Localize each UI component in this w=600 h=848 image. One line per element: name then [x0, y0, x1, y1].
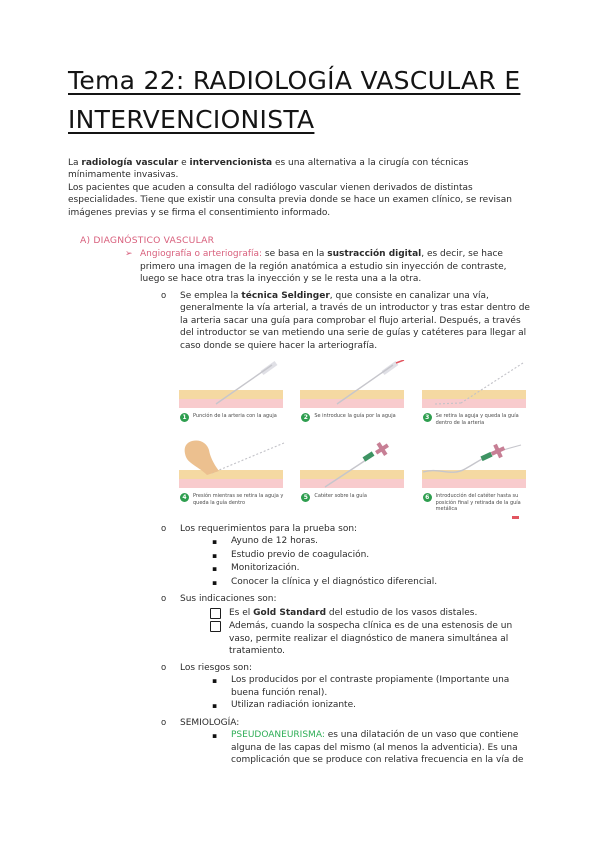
list-item-indication-2: [210, 620, 534, 658]
list-item-risks: [160, 662, 534, 675]
circle-bullet-icon: o: [161, 662, 167, 673]
catheter-connector-icon: [363, 451, 375, 461]
list-item-text: Sus indicaciones son:: [180, 594, 277, 604]
list-item-text: Los requerimientos para la prueba son:: [180, 523, 358, 534]
bold-text: Gold Standard: [253, 607, 327, 618]
step-number-badge: 3: [423, 413, 432, 422]
finger-compression-illustration: [176, 440, 290, 490]
catheter-over-wire-illustration: [297, 440, 411, 490]
text-segment: Se emplea la: [180, 290, 242, 301]
text-segment: , es decir, se hace primero una imagen de la región anatómica a estudio sin inyección de contraste, luego se hace otra tras la inyección y se le resta una a la otra.: [140, 249, 507, 284]
red-mark: [512, 516, 519, 519]
arrow-bullet-icon: ➢: [125, 249, 133, 259]
list-item-text: Además, cuando la sospecha clínica es de una estenosis de un vaso, permite realizar el diagnóstico de manera simultánea al tratamiento.: [229, 621, 513, 656]
square-bullet-icon: ▪: [212, 550, 218, 560]
square-bullet-icon: ▪: [212, 564, 218, 573]
needle-puncture-illustration: [176, 360, 290, 410]
bold-text: técnica Seldinger: [241, 290, 330, 301]
step-caption: Catéter sobre la guía: [314, 493, 367, 499]
square-bullet-icon: ▪: [212, 537, 218, 546]
skin-layer: [179, 470, 283, 479]
list-item-pseudoaneurisma: [210, 729, 534, 767]
skin-layer: [300, 390, 404, 399]
catheter-hub-icon: [488, 442, 507, 461]
step-caption: Introducción del catéter hasta su posición final y retirada de la guía metálica: [435, 493, 521, 512]
guidewire-icon: [503, 445, 521, 450]
needle-removed-illustration: [419, 360, 533, 410]
list-item-requirement-3: [210, 562, 534, 576]
step-caption: Se retira la aguja y queda la guía dentro de la arteria: [435, 413, 519, 426]
finger-icon: [185, 440, 219, 475]
list-item-text: [180, 290, 534, 353]
vessel-layer: [179, 479, 283, 488]
vessel-layer: [422, 479, 526, 488]
list-item-text: Utilizan radiación ionizante.: [231, 700, 356, 710]
list-item-requirement-4: [210, 576, 534, 590]
figure-panel-4: [176, 440, 290, 513]
list-item-text: SEMIOLOGÍA:: [180, 717, 240, 728]
step-number-badge: 4: [180, 493, 189, 502]
step-number-badge: 2: [301, 413, 310, 422]
list-item-text: Monitorización.: [231, 563, 300, 573]
figure-panel-5: [297, 440, 411, 513]
vessel-layer: [179, 399, 283, 408]
figure-panel-1: [176, 360, 290, 426]
square-bullet-icon: ▪: [212, 731, 218, 740]
checkbox-icon: [210, 608, 221, 619]
checkbox-icon: [210, 621, 221, 632]
step-caption: Se introduce la guía por la aguja: [314, 413, 396, 419]
vessel-layer: [422, 399, 526, 408]
step-number-badge: 6: [423, 493, 432, 502]
step-number-badge: 5: [301, 493, 310, 502]
term-label: PSEUDOANEURISMA:: [231, 730, 325, 740]
needle-hub-icon: [383, 363, 397, 373]
list-item-text: Conocer la clínica y el diagnóstico diferencial.: [231, 576, 438, 587]
bold-text: intervencionista: [189, 157, 273, 168]
step-caption: Punción de la arteria con la aguja: [193, 413, 277, 419]
text-segment: es una dilatación de un vaso que contiene alguna de las capas del mismo (al menos la adventicia). Es una complicación que se produce con relativa frecuencia en la vía de: [231, 730, 524, 765]
bold-text: sustracción digital: [327, 249, 422, 259]
guidewire-tip-icon: [396, 360, 404, 363]
catheter-final-position-illustration: [419, 440, 533, 490]
guidewire-insertion-illustration: [297, 360, 411, 410]
list-item-text: [140, 248, 534, 286]
list-item-text: Estudio previo de coagulación.: [231, 549, 370, 560]
figure-panel-3: [419, 360, 533, 426]
list-item-text: Los riesgos son:: [180, 662, 253, 673]
needle-hub-icon: [262, 363, 276, 373]
page-title-line2: INTERVENCIONISTA: [68, 104, 315, 134]
skin-layer: [422, 390, 526, 399]
vessel-layer: [300, 479, 404, 488]
seldinger-technique-figure: [176, 360, 534, 513]
skin-layer: [179, 390, 283, 399]
list-item-indication-1: [210, 607, 534, 620]
list-item-indications: [160, 593, 534, 606]
list-item-requirements: [160, 523, 534, 536]
term-label: Angiografía o arteriografía:: [140, 249, 263, 259]
step-caption: Presión mientras se retira la aguja y queda la guía dentro: [193, 493, 284, 506]
text-segment: La: [68, 157, 82, 168]
list-item-semiologia: [160, 717, 534, 730]
text-segment: Es el: [229, 607, 254, 618]
list-item-risk-1: [210, 674, 534, 699]
circle-bullet-icon: o: [161, 717, 167, 728]
list-item-text: [231, 729, 534, 767]
catheter-hub-icon: [373, 440, 392, 459]
guidewire-dotted-icon: [212, 443, 284, 473]
list-item-requirement-1: [210, 535, 534, 549]
page-title-line1: Tema 22: RADIOLOGÍA VASCULAR E: [68, 66, 521, 95]
text-segment: , que consiste en canalizar una vía, generalmente la vía arterial, a través de un introductor y tras estar dentro de la arteria sacar una guía para comprobar el flujo arterial. Después, a través del introductor se van metiendo una serie de guías y catéteres para llegar al caso donde se quiere hacer la arteriografía.: [180, 290, 530, 351]
figure-panel-2: [297, 360, 411, 426]
circle-bullet-icon: o: [161, 594, 167, 604]
skin-layer: [300, 470, 404, 479]
list-item-text: [229, 607, 534, 620]
list-item-angiografia: [125, 248, 534, 286]
text-segment: e: [178, 157, 190, 168]
text-segment: se basa en la: [262, 249, 328, 259]
figure-panel-6: [419, 440, 533, 513]
square-bullet-icon: ▪: [212, 701, 218, 710]
section-heading-a: A) DIAGNÓSTICO VASCULAR: [80, 235, 215, 246]
list-item-text: Los producidos por el contraste propiamente (Importante una buena función renal).: [231, 675, 510, 698]
text-segment: del estudio de los vasos distales.: [326, 607, 478, 618]
catheter-connector-icon: [480, 452, 492, 461]
text-segment: es una alternativa a la cirugía con técnicas mínimamente invasivas.: [68, 157, 469, 180]
bold-text: radiología vascular: [81, 157, 179, 168]
circle-bullet-icon: o: [161, 290, 167, 301]
square-bullet-icon: ▪: [212, 577, 218, 587]
intro-paragraph-2: Los pacientes que acuden a consulta del radiólogo vascular vienen derivados de distintas especialidades. Tiene que existir una consulta previa donde se hace un examen clínico, se revisan imágenes previas y se firma el consentimiento informado.: [68, 182, 512, 218]
vessel-layer: [300, 399, 404, 408]
list-item-requirement-2: [210, 549, 534, 563]
page-title: [68, 62, 534, 140]
circle-bullet-icon: o: [161, 523, 167, 534]
square-bullet-icon: ▪: [212, 676, 218, 685]
step-number-badge: 1: [180, 413, 189, 422]
intro-paragraph-1: [68, 157, 534, 182]
list-item-risk-2: [210, 699, 534, 713]
list-item-text: Ayuno de 12 horas.: [231, 536, 319, 546]
list-item-seldinger: [160, 290, 534, 353]
